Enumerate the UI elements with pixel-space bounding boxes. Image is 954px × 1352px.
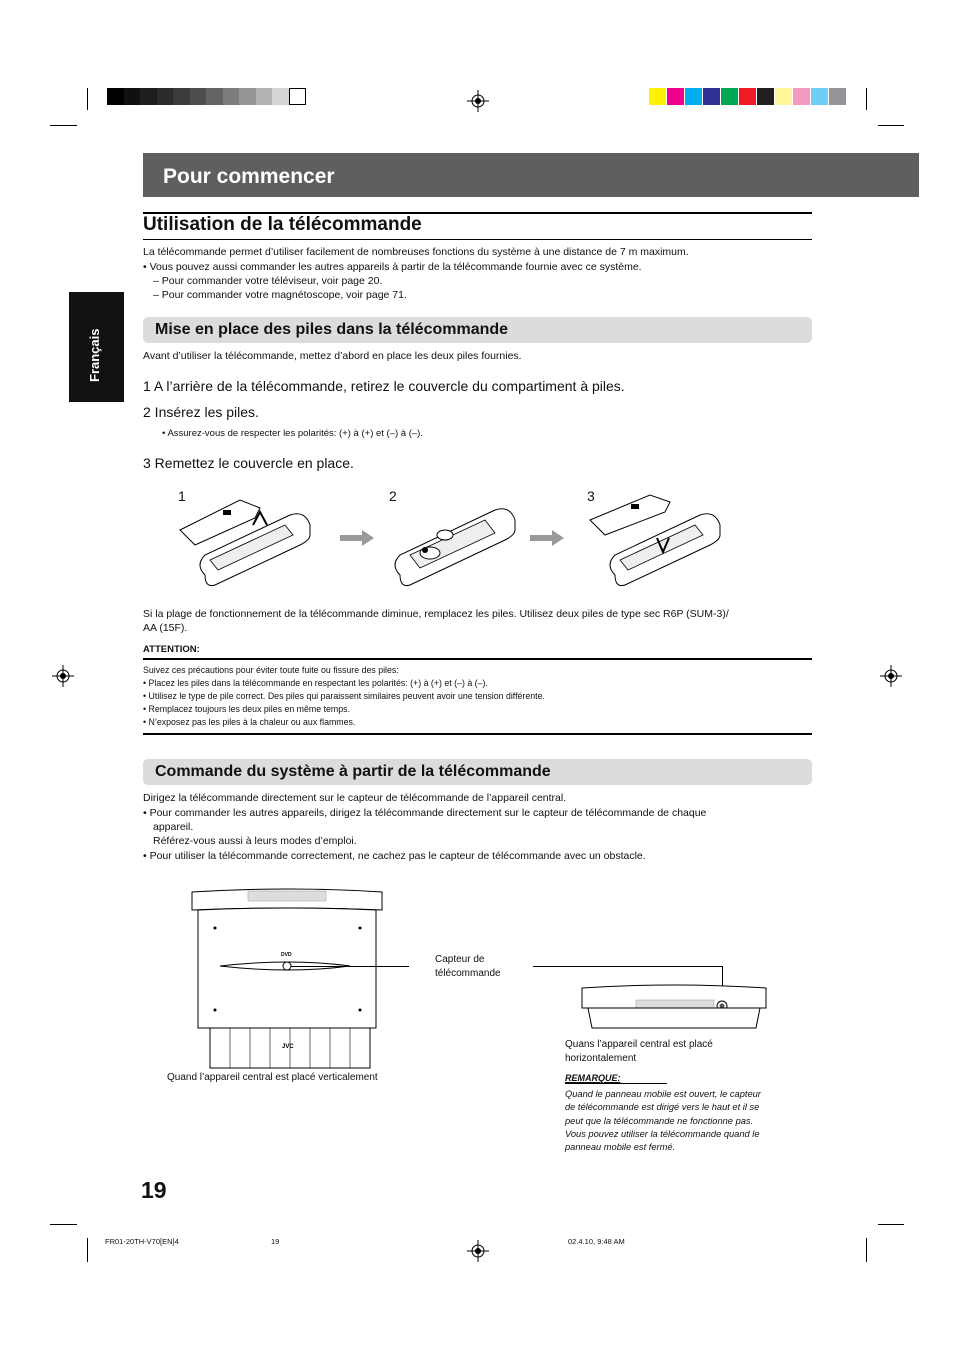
section-heading-bar xyxy=(143,759,812,785)
gray-swatch xyxy=(190,88,207,105)
section-heading: Mise en place des piles dans la télécommande xyxy=(155,321,509,338)
crop-mark xyxy=(50,1224,77,1225)
gray-swatch xyxy=(107,88,124,105)
figure-label-3: 3 xyxy=(587,488,595,504)
color-swatch xyxy=(685,88,702,105)
vertical-caption: Quand l’appareil central est placé verticalement xyxy=(167,1072,378,1083)
horizontal-unit-illustration xyxy=(578,982,770,1032)
step-3: 3 Remettez le couvercle en place. xyxy=(143,455,354,471)
horizontal-caption: Quans l’appareil central est placé xyxy=(565,1039,713,1050)
registration-mark-icon xyxy=(467,90,489,112)
attention-item: • Placez les piles dans la télécommande en respectant les polarités: (+) à (+) et (–) à (–). xyxy=(143,678,488,688)
crop-mark xyxy=(866,1238,867,1262)
remote-insert-batteries-illustration xyxy=(385,495,525,595)
section-2-text: Dirigez la télécommande directement sur le capteur de télécommande de l’appareil central. xyxy=(143,792,567,804)
gray-swatch xyxy=(289,88,306,105)
battery-replace-text: AA (15F). xyxy=(143,622,188,634)
attention-item: • N’exposez pas les piles à la chaleur ou aux flammes. xyxy=(143,717,356,727)
color-swatch xyxy=(739,88,756,105)
color-swatch xyxy=(667,88,684,105)
horizontal-caption: horizontalement xyxy=(565,1053,637,1064)
step-2: 2 Insérez les piles. xyxy=(143,404,259,420)
attention-rule xyxy=(143,658,812,660)
step-1: 1 A l’arrière de la télécommande, retirez le couvercle du compartiment à piles. xyxy=(143,378,625,394)
registration-mark-icon xyxy=(467,1240,489,1262)
color-swatch xyxy=(703,88,720,105)
color-swatch xyxy=(793,88,810,105)
footer-date: 02.4.10, 9:48 AM xyxy=(568,1237,625,1246)
dvd-logo: DVD xyxy=(281,952,292,958)
section-header-title: Pour commencer xyxy=(163,165,335,188)
section-heading-bar xyxy=(143,317,812,343)
sensor-label: télécommande xyxy=(435,968,501,979)
figure-label-2: 2 xyxy=(389,488,397,504)
gray-swatch xyxy=(124,88,141,105)
color-swatch xyxy=(775,88,792,105)
crop-mark xyxy=(878,125,904,126)
color-swatch xyxy=(649,88,666,105)
footer-file: FR01-20TH-V70[EN]4 xyxy=(105,1237,179,1246)
gray-swatch xyxy=(239,88,256,105)
remarque-label: REMARQUE: xyxy=(565,1073,621,1083)
crop-mark xyxy=(87,1238,88,1262)
figure-label-1: 1 xyxy=(178,488,186,504)
section-2-text: • Pour utiliser la télécommande correctement, ne cachez pas le capteur de télécommande avec un obstacle. xyxy=(143,850,646,862)
attention-label: ATTENTION: xyxy=(143,644,200,655)
remote-close-cover-illustration xyxy=(585,490,725,595)
remarque-text: Vous pouvez utiliser la télécommande quand le xyxy=(565,1129,760,1139)
gray-swatch xyxy=(157,88,174,105)
section-intro: Avant d’utiliser la télécommande, mettez d’abord en place les deux piles fournies. xyxy=(143,350,522,362)
color-swatch xyxy=(829,88,846,105)
crop-mark xyxy=(878,1224,904,1225)
attention-bottom-rule xyxy=(143,733,812,735)
section-2-text: appareil. xyxy=(153,821,194,833)
crop-mark xyxy=(50,125,77,126)
registration-mark-icon xyxy=(52,665,74,687)
color-swatch xyxy=(811,88,828,105)
gray-swatch xyxy=(140,88,157,105)
arrow-right-icon xyxy=(340,530,376,546)
battery-replace-text: Si la plage de fonctionnement de la télécommande diminue, remplacez les piles. Utilisez deux piles de type sec R6P (SUM-3)/ xyxy=(143,608,729,620)
section-heading: Commande du système à partir de la télécommande xyxy=(155,763,551,780)
attention-item: • Remplacez toujours les deux piles en même temps. xyxy=(143,704,350,714)
color-swatch xyxy=(757,88,774,105)
dash-text: – Pour commander votre magnétoscope, voir page 71. xyxy=(153,289,407,301)
remarque-text: peut que la télécommande ne fonctionne pas. xyxy=(565,1116,754,1126)
color-swatch xyxy=(721,88,738,105)
gray-swatch xyxy=(173,88,190,105)
section-2-text: • Pour commander les autres appareils, dirigez la télécommande directement sur le capteur de télécommande de chaque xyxy=(143,807,707,819)
crop-mark xyxy=(87,88,88,110)
attention-item: • Utilisez le type de pile correct. Des piles qui paraissent similaires peuvent avoir une tension différente. xyxy=(143,691,545,701)
gray-swatch xyxy=(272,88,289,105)
title-underline xyxy=(143,239,812,240)
language-tab xyxy=(69,292,124,402)
crop-mark xyxy=(866,88,867,110)
language-tab-label: Français xyxy=(87,328,102,382)
jvc-logo: JVC xyxy=(282,1044,294,1050)
remarque-text: panneau mobile est fermé. xyxy=(565,1142,676,1152)
page-title: Utilisation de la télécommande xyxy=(143,214,422,235)
gray-swatch xyxy=(256,88,273,105)
section-header-bar xyxy=(143,153,919,197)
section-2-text: Référez-vous aussi à leurs modes d’emploi. xyxy=(153,835,357,847)
intro-text: La télécommande permet d’utiliser facilement de nombreuses fonctions du système à une distance de 7 m maximum. xyxy=(143,246,689,258)
remarque-text: Quand le panneau mobile est ouvert, le capteur xyxy=(565,1089,761,1099)
remarque-underline xyxy=(565,1083,667,1084)
attention-intro: Suivez ces précautions pour éviter toute fuite ou fissure des piles: xyxy=(143,665,399,675)
step-2-note: • Assurez-vous de respecter les polarités: (+) à (+) et (–) à (–). xyxy=(162,428,423,439)
footer-page: 19 xyxy=(271,1237,280,1246)
remote-open-cover-illustration xyxy=(175,490,315,595)
bullet-text: • Vous pouvez aussi commander les autres appareils à partir de la télécommande fournie avec ce système. xyxy=(143,261,642,273)
sensor-pointer-line xyxy=(533,966,723,967)
vertical-unit-illustration xyxy=(190,888,390,1073)
registration-mark-icon xyxy=(880,665,902,687)
sensor-pointer-line xyxy=(291,966,409,967)
sensor-label: Capteur de xyxy=(435,954,485,965)
gray-swatch xyxy=(206,88,223,105)
gray-swatch xyxy=(223,88,240,105)
arrow-right-icon xyxy=(530,530,566,546)
page-number: 19 xyxy=(141,1177,167,1203)
dash-text: – Pour commander votre téléviseur, voir page 20. xyxy=(153,275,383,287)
remarque-text: de télécommande est dirigé vers le haut et il se xyxy=(565,1102,760,1112)
